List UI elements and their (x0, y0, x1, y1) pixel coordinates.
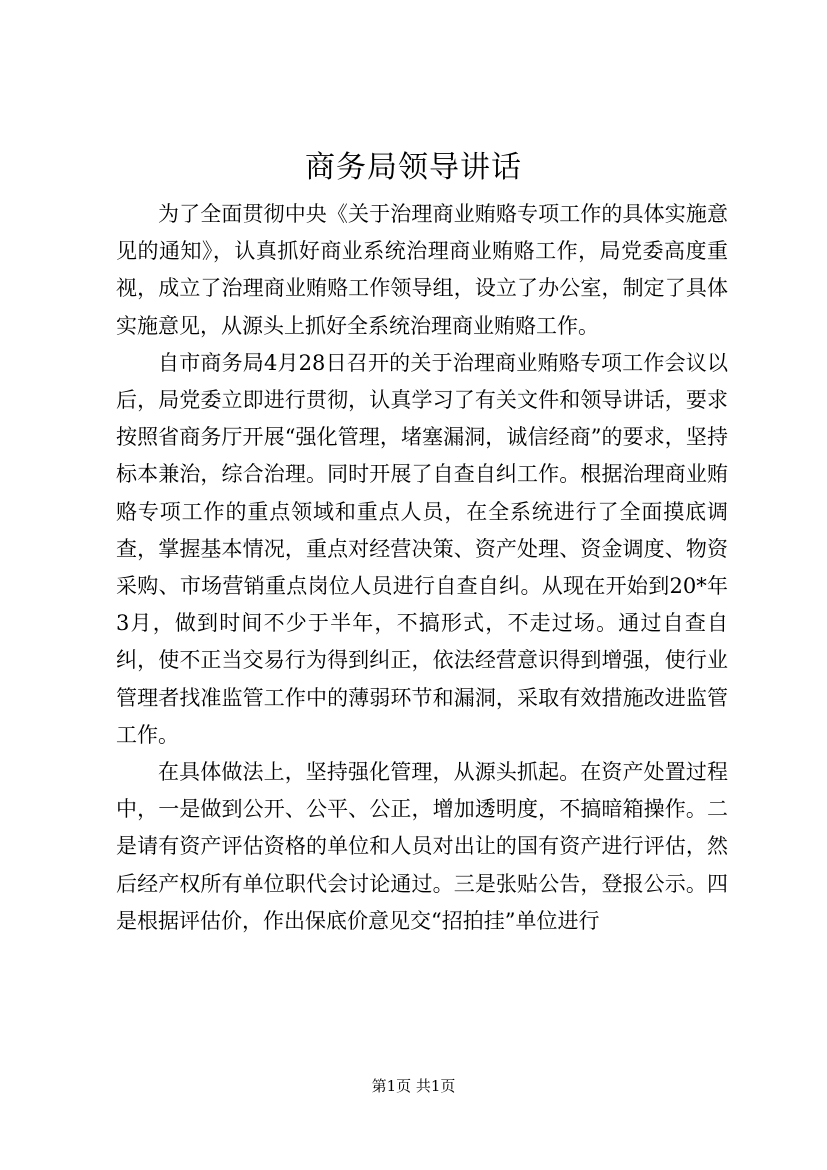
paragraph-1: 为了全面贯彻中央《关于治理商业贿赂专项工作的具体实施意见的通知》，认真抓好商业系统治理商业贿赂工作，局党委高度重视，成立了治理商业贿赂工作领导组，设立了办公室，制定了具体实施意见，从源头上抓好全系统治理商业贿赂工作。 (116, 202, 728, 338)
document-body (116, 196, 728, 940)
page-footer: 第1页 共1页 (371, 1077, 456, 1095)
document-title: 商务局领导讲话 (305, 150, 522, 185)
paragraph-3: 在具体做法上，坚持强化管理，从源头抓起。在资产处置过程中，一是做到公开、公平、公正，增加透明度，不搞暗箱操作。二是请有资产评估资格的单位和人员对出让的国有资产进行评估，然后经产权所有单位职代会讨论通过。三是张贴公告，登报公示。四是根据评估价，作出保底价意见交“招拍挂”单位进行 (116, 760, 728, 933)
paragraph-2: 自市商务局4月28日召开的关于治理商业贿赂专项工作会议以后，局党委立即进行贯彻，认真学习了有关文件和领导讲话，要求按照省商务厅开展“强化管理，堵塞漏洞，诚信经商”的要求，坚持标本兼治，综合治理。同时开展了自查自纠工作。根据治理商业贿赂专项工作的重点领域和重点人员，在全系统进行了全面摸底调查，掌握基本情况，重点对经营决策、资产处理、资金调度、物资采购、市场营销重点岗位人员进行自查自纠。从现在开始到20*年3月，做到时间不少于半年，不搞形式，不走过场。通过自查自纠，使不正当交易行为得到纠正，依法经营意识得到增强，使行业管理者找准监管工作中的薄弱环节和漏洞，采取有效措施改进监管工作。 (116, 350, 728, 747)
